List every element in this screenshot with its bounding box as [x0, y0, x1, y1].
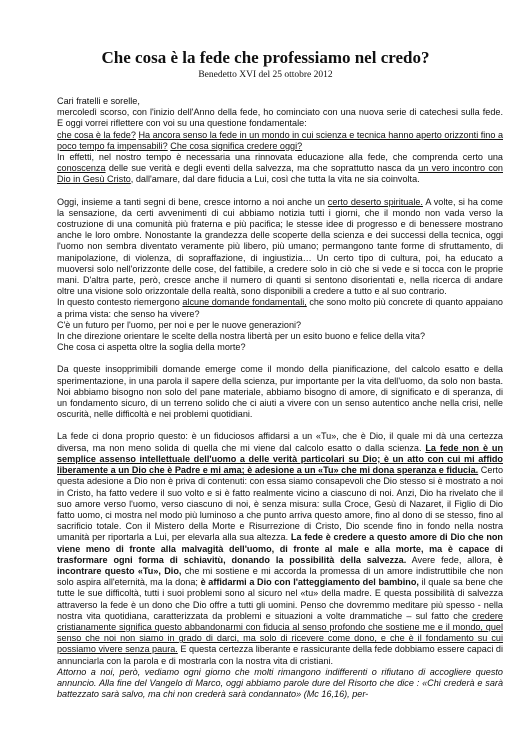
intro-text: mercoledì scorso, con l'inizio dell'Anno della fede, ho cominciato con una nuova serie di catechesi sulla fede. E oggi vorrei riflettere con voi su una questione fondamentale: [57, 107, 503, 129]
underlined-phrase: un vero incontro con Dio in Gesù Cristo [57, 163, 503, 185]
bold-phrase: è incontrare questo «Tu», Dio, [57, 554, 503, 576]
bold-underlined-phrase: La fede non è un semplice assenso intellettuale dell'uomo a delle verità particolari su Dio; è un atto con cui mi affido liberamente a un Dio che è Padre e mi ama; è adesione a un «Tu» che mi dona speranza e fiducia. [57, 442, 504, 476]
question-line: C'è un futuro per l'uomo, per noi e per le nuove generazioni? [57, 319, 302, 330]
text-run: E questa certezza liberante e rassicurante della fede dobbiamo essere capaci di annunciarla con la parola e di mostrarla con la nostra vita di cristiani. [57, 644, 503, 666]
greeting: Cari fratelli e sorelle, [57, 96, 140, 106]
question-3: Che cosa significa credere oggi? [170, 140, 303, 151]
paragraph-intro [57, 96, 503, 186]
underlined-phrase: credere cristianamente significa questo abbandonarmi con fiducia al senso profondo che sostiene me e il mondo, quel senso che noi non siamo in grado di darci, ma solo di ricevere come dono, e che è il fondamento su cui possiamo vivere senza paura. [57, 610, 503, 655]
page-title: Che cosa è la fede che professiamo nel credo? [101, 48, 430, 67]
paragraph-4 [57, 431, 503, 666]
document-body [57, 96, 503, 700]
text-run: che mi sostiene e mi accorda la promessa di un amore indistruttibile che non solo aspira all'eternità, ma la dona; [57, 565, 504, 588]
bold-phrase: è affidarmi a Dio con l'atteggiamento del bambino, [200, 577, 419, 588]
underlined-phrase: conoscenza [57, 163, 106, 174]
paragraph-3: Da queste insopprimibili domande emerge come il mondo della pianificazione, del calcolo esatto e della sperimentazione, in una parola il sapere della scienza, pur importante per la vita dell'uomo, da solo non basta. Noi abbiamo bisogno non solo del pane materiale, abbiamo bisogno di amore, di significato e di speranza, di un fondamento sicuro, di un terreno solido che ci aiuti a vivere con un senso autentico anche nella crisi, nelle oscurità, nelle difficoltà e nei problemi quotidiani. [57, 364, 503, 420]
text-run: Oggi, insieme a tanti segni di bene, cresce intorno a noi anche un [57, 196, 328, 207]
underlined-phrase: certo deserto spirituale. [327, 196, 423, 207]
question-line: Che cosa ci aspetta oltre la soglia della morte? [57, 342, 246, 353]
text-run: il quale sa bene che tutte le sue difficoltà, tutti i suoi problemi sono al sicuro nel «tu» della madre. E questa possibilità di salvezza attraverso la fede è un dono che Dio offre a tutti gli uomini. Penso che dovremmo meditare più spesso - nella nostra vita quotidiana, caratterizzata da problemi e situazioni a volte drammatiche – sul fatto che [57, 577, 503, 621]
text-run: Avere fede, allora, [406, 554, 498, 565]
intro-text-3: delle sue verità e degli eventi della salvezza, ma che soprattutto nasca da [105, 163, 419, 174]
question-1: che cosa è la fede? [57, 129, 136, 140]
paragraph-2 [57, 197, 503, 354]
intro-text-4: , dall'amare, dal dare fiducia a Lui, così che tutta la vita ne sia coinvolta. [130, 174, 420, 185]
question-line: In che direzione orientare le scelte della nostra libertà per un esito buono e felice della vita? [57, 331, 426, 342]
page-subtitle: Benedetto XVI del 25 ottobre 2012 [198, 70, 333, 80]
bold-phrase: La fede è credere a questo amore di Dio che non viene meno di fronte alla malvagità dell'uomo, di fronte al male e alla morte, ma è capace di trasformare ogni forma di schiavitù, donando la possibilità della salvezza. [57, 532, 503, 565]
text-run: In questo contesto riemergono [57, 297, 183, 308]
question-2: Ha ancora senso la fede in un mondo in cui scienza e tecnica hanno aperto orizzonti fino a poco tempo fa impensabili? [57, 129, 504, 151]
intro-text-2: In effetti, nel nostro tempo è necessaria una rinnovata educazione alla fede, che comprenda certo una [57, 152, 503, 163]
paragraph-5: Attorno a noi, però, vediamo ogni giorno che molti rimangono indifferenti o rifiutano di accogliere questo annuncio. Alla fine del Vangelo di Marco, oggi abbiamo parole dure del Risorto che dice : «Chi crederà e sarà battezzato sarà salvo, ma chi non crederà sarà condannato» (Mc 16,16), per- [57, 666, 503, 700]
underlined-phrase: alcune domande fondamentali, [182, 297, 307, 308]
text-run: Certo questa adesione a Dio non è priva di contenuti: con essa siamo consapevoli che Dio stesso si è mostrato a noi in Cristo, ha fatto vedere il suo volto e si è fatto realmente vicino a ciascuno di noi. Anzi, Dio ha rivelato che il suo amore verso l'uomo, verso ciascuno di noi, è senza misura: sulla Croce, Gesù di Nazaret, il Figlio di Dio fatto uomo, ci mostra nel modo più luminoso a che punto arriva questo amore, fino al dono di se stesso, fino al sacrificio totale. Con il Mistero della Morte e Risurrezione di Cristo, Dio scende fino in fondo nella nostra umanità per riportarla a Lui, per elevarla alla sua altezza. [57, 465, 504, 543]
text-run: che sono molto più concrete di quanto appaiano a prima vista: che senso ha vivere? [57, 297, 503, 319]
text-run: A volte, si ha come la sensazione, da certi avvenimenti di cui abbiamo notizia tutti i giorni, che il mondo non vada verso la costruzione di una comunità più fraterna e più pacifica; le stesse idee di progresso e di benessere mostrano anche le loro ombre. Nonostante la grandezza delle scoperte della scienza e dei successi della tecnica, oggi l'uomo non sembra diventato veramente più libero, più umano; permangono tante forme di sfruttamento, di manipolazione, di violenza, di sopraffazione, di ingiustizia… Un certo tipo di cultura, poi, ha educato a muoversi solo nell'orizzonte delle cose, del fattibile, a credere solo in ciò che si vede e si tocca con le proprie mani. D'altra parte, però, cresce anche il numero di quanti si sentono disorientati e, nella ricerca di andare oltre una visione solo orizzontale della realtà, sono disponibili a credere a tutto e al suo contrario. [57, 196, 503, 297]
text-run: La fede ci dona proprio questo: è un fiduciosos affidarsi a un «Tu», che è Dio, il quale mi dà una certezza diversa, ma non meno solida di quella che mi viene dal calcolo esatto o dalla scienza. [57, 431, 503, 453]
